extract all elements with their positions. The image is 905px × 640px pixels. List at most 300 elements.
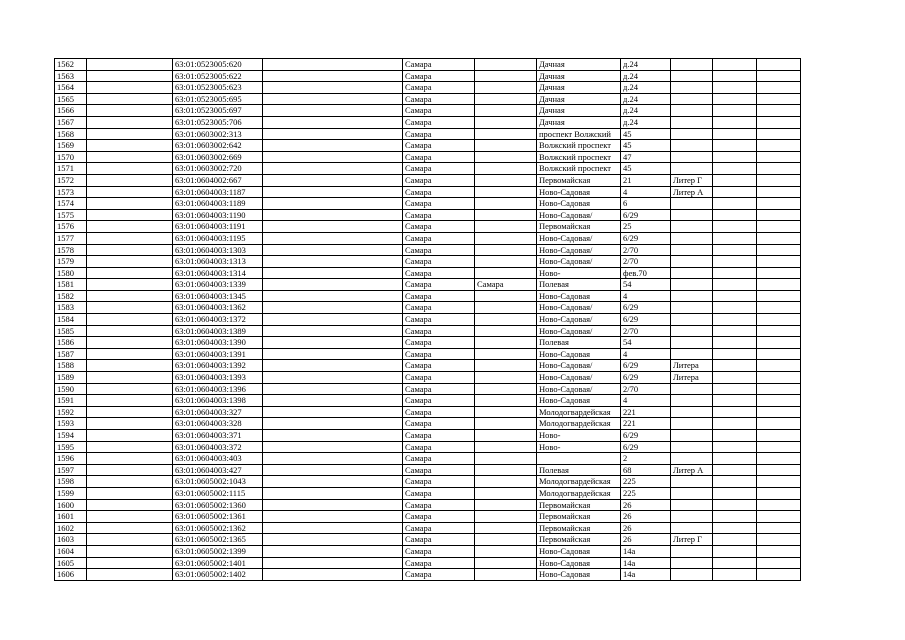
cadastral-number-cell[interactable]: 63:01:0604003:1372	[173, 314, 263, 326]
note-cell[interactable]	[671, 128, 713, 140]
empty-cell[interactable]	[713, 59, 757, 71]
street-cell[interactable]: Ново-Садовая	[537, 545, 621, 557]
row-number-cell[interactable]: 1601	[55, 511, 87, 523]
empty-cell[interactable]	[263, 476, 403, 488]
street-cell[interactable]: Дачная	[537, 82, 621, 94]
empty-cell[interactable]	[87, 59, 173, 71]
house-cell[interactable]: д.24	[621, 93, 671, 105]
empty-cell[interactable]	[263, 116, 403, 128]
note-cell[interactable]: Литер А	[671, 186, 713, 198]
city-cell[interactable]: Самара	[403, 105, 475, 117]
empty-cell[interactable]	[87, 140, 173, 152]
city2-cell[interactable]	[475, 372, 537, 384]
street-cell[interactable]: Ново-Садовая/	[537, 372, 621, 384]
city-cell[interactable]: Самара	[403, 244, 475, 256]
empty-cell[interactable]	[757, 522, 801, 534]
city2-cell[interactable]	[475, 82, 537, 94]
empty-cell[interactable]	[87, 209, 173, 221]
empty-cell[interactable]	[713, 557, 757, 569]
city2-cell[interactable]	[475, 511, 537, 523]
empty-cell[interactable]	[263, 511, 403, 523]
city-cell[interactable]: Самара	[403, 441, 475, 453]
cadastral-number-cell[interactable]: 63:01:0605002:1365	[173, 534, 263, 546]
empty-cell[interactable]	[757, 279, 801, 291]
note-cell[interactable]	[671, 256, 713, 268]
cadastral-number-cell[interactable]: 63:01:0603002:720	[173, 163, 263, 175]
empty-cell[interactable]	[263, 151, 403, 163]
empty-cell[interactable]	[757, 476, 801, 488]
row-number-cell[interactable]: 1597	[55, 464, 87, 476]
empty-cell[interactable]	[713, 302, 757, 314]
note-cell[interactable]	[671, 209, 713, 221]
empty-cell[interactable]	[713, 453, 757, 465]
note-cell[interactable]	[671, 302, 713, 314]
city-cell[interactable]: Самара	[403, 267, 475, 279]
street-cell[interactable]: Ново-	[537, 441, 621, 453]
cadastral-number-cell[interactable]: 63:01:0604003:1314	[173, 267, 263, 279]
city2-cell[interactable]	[475, 93, 537, 105]
city-cell[interactable]: Самара	[403, 569, 475, 581]
city2-cell[interactable]	[475, 302, 537, 314]
empty-cell[interactable]	[87, 244, 173, 256]
empty-cell[interactable]	[757, 221, 801, 233]
note-cell[interactable]	[671, 395, 713, 407]
street-cell[interactable]: Ново-Садовая/	[537, 325, 621, 337]
cadastral-number-cell[interactable]: 63:01:0523005:697	[173, 105, 263, 117]
cadastral-number-cell[interactable]: 63:01:0604003:427	[173, 464, 263, 476]
empty-cell[interactable]	[713, 290, 757, 302]
city2-cell[interactable]	[475, 441, 537, 453]
empty-cell[interactable]	[87, 441, 173, 453]
cadastral-number-cell[interactable]: 63:01:0604003:1339	[173, 279, 263, 291]
cadastral-number-cell[interactable]: 63:01:0604003:372	[173, 441, 263, 453]
empty-cell[interactable]	[713, 476, 757, 488]
empty-cell[interactable]	[263, 198, 403, 210]
empty-cell[interactable]	[713, 534, 757, 546]
city2-cell[interactable]	[475, 105, 537, 117]
street-cell[interactable]: Дачная	[537, 93, 621, 105]
city-cell[interactable]: Самара	[403, 116, 475, 128]
city2-cell[interactable]	[475, 221, 537, 233]
city2-cell[interactable]	[475, 406, 537, 418]
empty-cell[interactable]	[263, 557, 403, 569]
empty-cell[interactable]	[713, 70, 757, 82]
empty-cell[interactable]	[757, 59, 801, 71]
cadastral-number-cell[interactable]: 63:01:0604003:1391	[173, 348, 263, 360]
empty-cell[interactable]	[713, 174, 757, 186]
city-cell[interactable]: Самара	[403, 325, 475, 337]
empty-cell[interactable]	[757, 453, 801, 465]
cadastral-number-cell[interactable]: 63:01:0604003:1362	[173, 302, 263, 314]
empty-cell[interactable]	[757, 534, 801, 546]
empty-cell[interactable]	[713, 499, 757, 511]
note-cell[interactable]	[671, 406, 713, 418]
cadastral-number-cell[interactable]: 63:01:0523005:620	[173, 59, 263, 71]
row-number-cell[interactable]: 1570	[55, 151, 87, 163]
empty-cell[interactable]	[87, 163, 173, 175]
house-cell[interactable]: фев.70	[621, 267, 671, 279]
row-number-cell[interactable]: 1564	[55, 82, 87, 94]
cadastral-number-cell[interactable]: 63:01:0523005:695	[173, 93, 263, 105]
empty-cell[interactable]	[263, 93, 403, 105]
note-cell[interactable]	[671, 511, 713, 523]
street-cell[interactable]: Первомайская	[537, 522, 621, 534]
house-cell[interactable]: 221	[621, 406, 671, 418]
cadastral-number-cell[interactable]: 63:01:0605002:1362	[173, 522, 263, 534]
row-number-cell[interactable]: 1576	[55, 221, 87, 233]
note-cell[interactable]	[671, 232, 713, 244]
empty-cell[interactable]	[263, 383, 403, 395]
city-cell[interactable]: Самара	[403, 82, 475, 94]
cadastral-number-cell[interactable]: 63:01:0605002:1402	[173, 569, 263, 581]
city-cell[interactable]: Самара	[403, 290, 475, 302]
empty-cell[interactable]	[263, 128, 403, 140]
street-cell[interactable]: Ново-Садовая	[537, 557, 621, 569]
city-cell[interactable]: Самара	[403, 70, 475, 82]
house-cell[interactable]: 6/29	[621, 360, 671, 372]
house-cell[interactable]: 2/70	[621, 244, 671, 256]
empty-cell[interactable]	[757, 244, 801, 256]
empty-cell[interactable]	[713, 186, 757, 198]
empty-cell[interactable]	[713, 105, 757, 117]
house-cell[interactable]: 6/29	[621, 209, 671, 221]
empty-cell[interactable]	[87, 128, 173, 140]
city-cell[interactable]: Самара	[403, 545, 475, 557]
city-cell[interactable]: Самара	[403, 476, 475, 488]
city-cell[interactable]: Самара	[403, 557, 475, 569]
row-number-cell[interactable]: 1569	[55, 140, 87, 152]
row-number-cell[interactable]: 1567	[55, 116, 87, 128]
empty-cell[interactable]	[713, 279, 757, 291]
empty-cell[interactable]	[757, 186, 801, 198]
street-cell[interactable]: Ново-Садовая/	[537, 383, 621, 395]
cadastral-number-cell[interactable]: 63:01:0523005:706	[173, 116, 263, 128]
house-cell[interactable]: 4	[621, 395, 671, 407]
row-number-cell[interactable]: 1590	[55, 383, 87, 395]
note-cell[interactable]	[671, 93, 713, 105]
city-cell[interactable]: Самара	[403, 93, 475, 105]
empty-cell[interactable]	[757, 557, 801, 569]
cadastral-number-cell[interactable]: 63:01:0603002:642	[173, 140, 263, 152]
city-cell[interactable]: Самара	[403, 453, 475, 465]
house-cell[interactable]: д.24	[621, 70, 671, 82]
empty-cell[interactable]	[713, 441, 757, 453]
empty-cell[interactable]	[713, 511, 757, 523]
empty-cell[interactable]	[713, 267, 757, 279]
city2-cell[interactable]	[475, 128, 537, 140]
house-cell[interactable]: 21	[621, 174, 671, 186]
empty-cell[interactable]	[757, 209, 801, 221]
empty-cell[interactable]	[713, 314, 757, 326]
empty-cell[interactable]	[263, 522, 403, 534]
empty-cell[interactable]	[87, 151, 173, 163]
empty-cell[interactable]	[87, 82, 173, 94]
empty-cell[interactable]	[263, 487, 403, 499]
house-cell[interactable]: 225	[621, 476, 671, 488]
row-number-cell[interactable]: 1593	[55, 418, 87, 430]
note-cell[interactable]	[671, 279, 713, 291]
street-cell[interactable]: Ново-Садовая/	[537, 314, 621, 326]
cadastral-number-cell[interactable]: 63:01:0523005:623	[173, 82, 263, 94]
note-cell[interactable]	[671, 325, 713, 337]
empty-cell[interactable]	[263, 418, 403, 430]
note-cell[interactable]	[671, 348, 713, 360]
note-cell[interactable]	[671, 244, 713, 256]
house-cell[interactable]: д.24	[621, 59, 671, 71]
empty-cell[interactable]	[757, 70, 801, 82]
empty-cell[interactable]	[713, 325, 757, 337]
empty-cell[interactable]	[263, 337, 403, 349]
street-cell[interactable]: Ново-Садовая/	[537, 360, 621, 372]
house-cell[interactable]: д.24	[621, 82, 671, 94]
empty-cell[interactable]	[263, 545, 403, 557]
street-cell[interactable]: Молодогвардейская	[537, 476, 621, 488]
row-number-cell[interactable]: 1599	[55, 487, 87, 499]
city-cell[interactable]: Самара	[403, 59, 475, 71]
city2-cell[interactable]	[475, 534, 537, 546]
note-cell[interactable]	[671, 337, 713, 349]
empty-cell[interactable]	[87, 511, 173, 523]
cadastral-number-cell[interactable]: 63:01:0604003:1390	[173, 337, 263, 349]
city-cell[interactable]: Самара	[403, 383, 475, 395]
empty-cell[interactable]	[87, 464, 173, 476]
empty-cell[interactable]	[87, 105, 173, 117]
cadastral-number-cell[interactable]: 63:01:0605002:1401	[173, 557, 263, 569]
house-cell[interactable]: 221	[621, 418, 671, 430]
row-number-cell[interactable]: 1582	[55, 290, 87, 302]
row-number-cell[interactable]: 1600	[55, 499, 87, 511]
empty-cell[interactable]	[757, 406, 801, 418]
empty-cell[interactable]	[713, 128, 757, 140]
empty-cell[interactable]	[757, 290, 801, 302]
empty-cell[interactable]	[87, 557, 173, 569]
row-number-cell[interactable]: 1583	[55, 302, 87, 314]
cadastral-number-cell[interactable]: 63:01:0604003:371	[173, 430, 263, 442]
city2-cell[interactable]	[475, 59, 537, 71]
empty-cell[interactable]	[87, 186, 173, 198]
note-cell[interactable]: Литер Г	[671, 534, 713, 546]
empty-cell[interactable]	[263, 395, 403, 407]
note-cell[interactable]	[671, 569, 713, 581]
house-cell[interactable]: д.24	[621, 105, 671, 117]
cadastral-number-cell[interactable]: 63:01:0604003:1389	[173, 325, 263, 337]
city2-cell[interactable]	[475, 198, 537, 210]
empty-cell[interactable]	[87, 93, 173, 105]
cadastral-number-cell[interactable]: 63:01:0604003:1392	[173, 360, 263, 372]
street-cell[interactable]: Ново-Садовая/	[537, 256, 621, 268]
street-cell[interactable]: Ново-Садовая	[537, 186, 621, 198]
empty-cell[interactable]	[757, 395, 801, 407]
empty-cell[interactable]	[87, 314, 173, 326]
house-cell[interactable]: 26	[621, 522, 671, 534]
street-cell[interactable]: Первомайская	[537, 221, 621, 233]
note-cell[interactable]	[671, 314, 713, 326]
empty-cell[interactable]	[263, 82, 403, 94]
street-cell[interactable]: Ново-Садовая/	[537, 232, 621, 244]
city2-cell[interactable]	[475, 186, 537, 198]
city2-cell[interactable]	[475, 290, 537, 302]
empty-cell[interactable]	[757, 256, 801, 268]
empty-cell[interactable]	[87, 569, 173, 581]
cadastral-number-cell[interactable]: 63:01:0605002:1115	[173, 487, 263, 499]
row-number-cell[interactable]: 1562	[55, 59, 87, 71]
empty-cell[interactable]	[263, 534, 403, 546]
city2-cell[interactable]	[475, 209, 537, 221]
note-cell[interactable]	[671, 163, 713, 175]
empty-cell[interactable]	[87, 383, 173, 395]
empty-cell[interactable]	[87, 348, 173, 360]
row-number-cell[interactable]: 1592	[55, 406, 87, 418]
empty-cell[interactable]	[87, 337, 173, 349]
empty-cell[interactable]	[87, 267, 173, 279]
cadastral-number-cell[interactable]: 63:01:0605002:1043	[173, 476, 263, 488]
empty-cell[interactable]	[263, 302, 403, 314]
note-cell[interactable]	[671, 290, 713, 302]
row-number-cell[interactable]: 1585	[55, 325, 87, 337]
street-cell[interactable]: Первомайская	[537, 499, 621, 511]
city2-cell[interactable]	[475, 140, 537, 152]
cadastral-number-cell[interactable]: 63:01:0603002:313	[173, 128, 263, 140]
empty-cell[interactable]	[263, 163, 403, 175]
empty-cell[interactable]	[263, 186, 403, 198]
row-number-cell[interactable]: 1606	[55, 569, 87, 581]
house-cell[interactable]: 54	[621, 279, 671, 291]
empty-cell[interactable]	[87, 476, 173, 488]
empty-cell[interactable]	[757, 430, 801, 442]
city2-cell[interactable]	[475, 70, 537, 82]
house-cell[interactable]: 2	[621, 453, 671, 465]
street-cell[interactable]: Волжский проспект	[537, 140, 621, 152]
empty-cell[interactable]	[87, 360, 173, 372]
empty-cell[interactable]	[87, 256, 173, 268]
city2-cell[interactable]	[475, 232, 537, 244]
note-cell[interactable]: Литер А	[671, 464, 713, 476]
empty-cell[interactable]	[713, 256, 757, 268]
row-number-cell[interactable]: 1604	[55, 545, 87, 557]
house-cell[interactable]: 225	[621, 487, 671, 499]
city-cell[interactable]: Самара	[403, 418, 475, 430]
empty-cell[interactable]	[87, 372, 173, 384]
empty-cell[interactable]	[713, 430, 757, 442]
city2-cell[interactable]	[475, 256, 537, 268]
house-cell[interactable]: 25	[621, 221, 671, 233]
row-number-cell[interactable]: 1578	[55, 244, 87, 256]
house-cell[interactable]: 4	[621, 186, 671, 198]
house-cell[interactable]: 14а	[621, 569, 671, 581]
note-cell[interactable]	[671, 198, 713, 210]
empty-cell[interactable]	[757, 232, 801, 244]
city-cell[interactable]: Самара	[403, 406, 475, 418]
note-cell[interactable]	[671, 221, 713, 233]
empty-cell[interactable]	[757, 140, 801, 152]
empty-cell[interactable]	[757, 360, 801, 372]
street-cell[interactable]: Дачная	[537, 59, 621, 71]
house-cell[interactable]: 14а	[621, 545, 671, 557]
street-cell[interactable]: Ново-Садовая	[537, 569, 621, 581]
street-cell[interactable]: Ново-Садовая/	[537, 302, 621, 314]
street-cell[interactable]: проспект Волжский	[537, 128, 621, 140]
house-cell[interactable]: 45	[621, 140, 671, 152]
note-cell[interactable]	[671, 557, 713, 569]
note-cell[interactable]	[671, 545, 713, 557]
row-number-cell[interactable]: 1579	[55, 256, 87, 268]
empty-cell[interactable]	[263, 372, 403, 384]
house-cell[interactable]: 4	[621, 290, 671, 302]
street-cell[interactable]: Волжский проспект	[537, 163, 621, 175]
street-cell[interactable]: Ново-	[537, 267, 621, 279]
cadastral-number-cell[interactable]: 63:01:0605002:1360	[173, 499, 263, 511]
house-cell[interactable]: 26	[621, 511, 671, 523]
empty-cell[interactable]	[263, 348, 403, 360]
empty-cell[interactable]	[757, 487, 801, 499]
street-cell[interactable]: Первомайская	[537, 511, 621, 523]
cadastral-number-cell[interactable]: 63:01:0603002:669	[173, 151, 263, 163]
street-cell[interactable]: Ново-Садовая	[537, 198, 621, 210]
empty-cell[interactable]	[263, 209, 403, 221]
city2-cell[interactable]	[475, 464, 537, 476]
row-number-cell[interactable]: 1591	[55, 395, 87, 407]
city2-cell[interactable]	[475, 267, 537, 279]
empty-cell[interactable]	[87, 302, 173, 314]
note-cell[interactable]: Литера	[671, 372, 713, 384]
street-cell[interactable]: Первомайская	[537, 174, 621, 186]
empty-cell[interactable]	[713, 395, 757, 407]
note-cell[interactable]	[671, 522, 713, 534]
city-cell[interactable]: Самара	[403, 534, 475, 546]
empty-cell[interactable]	[757, 93, 801, 105]
city2-cell[interactable]	[475, 337, 537, 349]
empty-cell[interactable]	[713, 418, 757, 430]
note-cell[interactable]	[671, 418, 713, 430]
empty-cell[interactable]	[713, 487, 757, 499]
empty-cell[interactable]	[757, 116, 801, 128]
city-cell[interactable]: Самара	[403, 522, 475, 534]
city-cell[interactable]: Самара	[403, 464, 475, 476]
empty-cell[interactable]	[87, 545, 173, 557]
cadastral-number-cell[interactable]: 63:01:0604003:328	[173, 418, 263, 430]
street-cell[interactable]: Дачная	[537, 70, 621, 82]
city-cell[interactable]: Самара	[403, 209, 475, 221]
city-cell[interactable]: Самара	[403, 487, 475, 499]
empty-cell[interactable]	[713, 198, 757, 210]
row-number-cell[interactable]: 1598	[55, 476, 87, 488]
house-cell[interactable]: д.24	[621, 116, 671, 128]
empty-cell[interactable]	[263, 464, 403, 476]
street-cell[interactable]: Полевая	[537, 337, 621, 349]
empty-cell[interactable]	[263, 290, 403, 302]
empty-cell[interactable]	[713, 151, 757, 163]
row-number-cell[interactable]: 1586	[55, 337, 87, 349]
empty-cell[interactable]	[263, 441, 403, 453]
house-cell[interactable]: 6	[621, 198, 671, 210]
street-cell[interactable]: Полевая	[537, 464, 621, 476]
row-number-cell[interactable]: 1580	[55, 267, 87, 279]
empty-cell[interactable]	[263, 232, 403, 244]
empty-cell[interactable]	[87, 221, 173, 233]
city-cell[interactable]: Самара	[403, 256, 475, 268]
house-cell[interactable]: 26	[621, 499, 671, 511]
empty-cell[interactable]	[87, 174, 173, 186]
empty-cell[interactable]	[87, 290, 173, 302]
cadastral-number-cell[interactable]: 63:01:0605002:1399	[173, 545, 263, 557]
city-cell[interactable]: Самара	[403, 186, 475, 198]
city2-cell[interactable]	[475, 244, 537, 256]
row-number-cell[interactable]: 1577	[55, 232, 87, 244]
empty-cell[interactable]	[757, 464, 801, 476]
row-number-cell[interactable]: 1572	[55, 174, 87, 186]
empty-cell[interactable]	[263, 499, 403, 511]
empty-cell[interactable]	[87, 487, 173, 499]
